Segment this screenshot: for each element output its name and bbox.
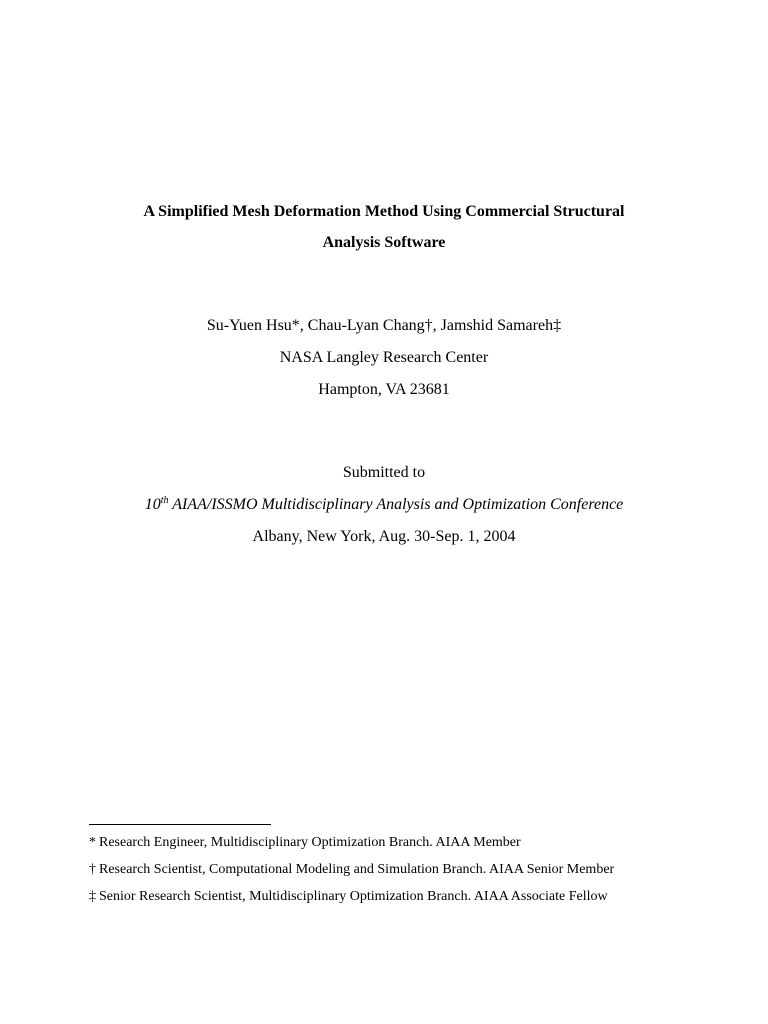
paper-title	[80, 196, 688, 258]
title-line-2: Analysis Software	[322, 234, 446, 251]
conference-number: 10	[144, 496, 161, 513]
footnote-1	[89, 829, 729, 856]
footnote-mark: †	[89, 862, 96, 877]
author-names: Su-Yuen Hsu*, Chau-Lyan Chang†, Jamshid Samareh‡	[206, 317, 562, 334]
footnote-mark: ‡	[89, 889, 96, 904]
submitted-to-label: Submitted to	[342, 464, 426, 481]
author-block	[0, 310, 768, 406]
footnote-2	[89, 856, 729, 883]
footnote-text: Senior Research Scientist, Multidisciplinary Optimization Branch. AIAA Associate Fellow	[99, 889, 608, 904]
footnote-mark: *	[89, 835, 96, 850]
author-address: Hampton, VA 23681	[318, 381, 450, 398]
conference-name: AIAA/ISSMO Multidisciplinary Analysis and Optimization Conference	[172, 496, 624, 513]
submission-block	[0, 457, 768, 553]
footnote-3	[89, 883, 729, 910]
conference-location-date: Albany, New York, Aug. 30-Sep. 1, 2004	[252, 528, 516, 545]
footnote-text: Research Scientist, Computational Modeling and Simulation Branch. AIAA Senior Member	[99, 862, 615, 877]
footnote-text: Research Engineer, Multidisciplinary Optimization Branch. AIAA Member	[99, 835, 521, 850]
footnotes	[89, 829, 729, 910]
author-affiliation: NASA Langley Research Center	[279, 349, 489, 366]
footnote-separator	[89, 824, 271, 825]
title-line-1: A Simplified Mesh Deformation Method Using Commercial Structural	[143, 203, 625, 220]
conference-ordinal: th	[160, 495, 169, 506]
conference-title	[0, 489, 768, 521]
